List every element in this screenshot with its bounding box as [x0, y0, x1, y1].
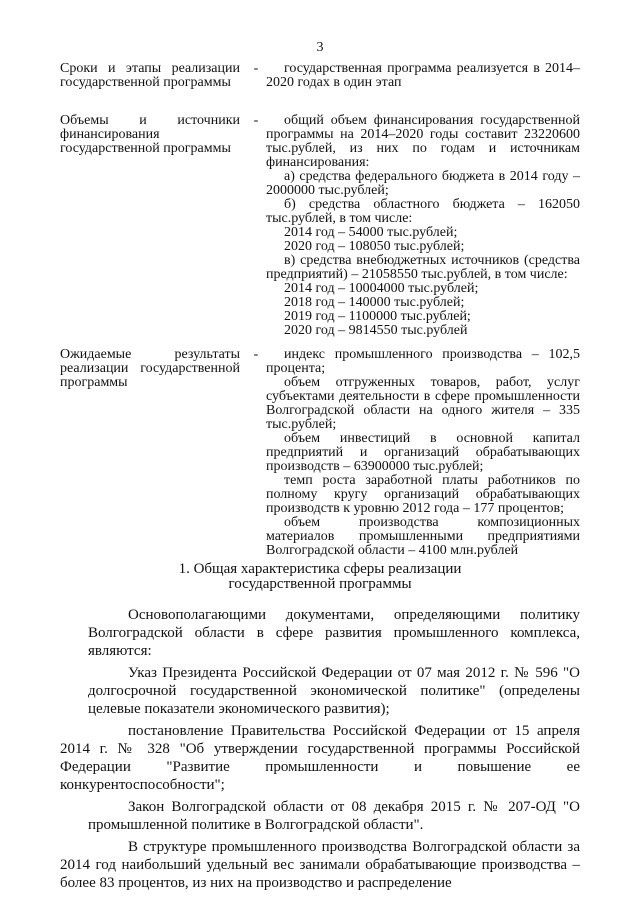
- body-text: [60, 606, 580, 896]
- passport-label: Объемы и источники финансирования государственной программы: [60, 113, 240, 156]
- passport-line: общий объем финансирования государственной программы на 2014–2020 годы составит 23220600 тыс.рублей, из них по годам и источникам финансирования:: [266, 113, 580, 170]
- passport-content: [266, 347, 580, 558]
- passport-line: индекс промышленного производства – 102,5 процента;: [266, 347, 580, 376]
- paragraph: Закон Волгоградской области от 08 декабря 2015 г. № 207-ОД "О промышленной политике в Волгоградской области".: [88, 799, 580, 833]
- passport-row-results: [60, 347, 580, 558]
- section-title-line: 1. Общая характеристика сферы реализации: [178, 561, 462, 577]
- passport-dash: -: [253, 61, 259, 76]
- passport-line: объем производства композиционных материалов промышленными предприятиями Волгоградской области – 4100 млн.рублей: [266, 515, 580, 558]
- passport-line: б) средства областного бюджета – 162050 тыс.рублей, в том числе:: [266, 197, 580, 226]
- passport-dash: -: [253, 113, 259, 128]
- passport-row-terms: [60, 62, 580, 114]
- section-title-line: государственной программы: [228, 576, 412, 592]
- program-passport-table: [60, 61, 580, 558]
- passport-line: 2014 год – 10004000 тыс.рублей;: [284, 281, 479, 296]
- paragraph: Основополагающими документами, определяющими политику Волгоградской области в сфере развития промышленного комплекса, являются:: [88, 607, 580, 659]
- passport-label: Сроки и этапы реализации государственной программы: [60, 61, 240, 90]
- paragraph: постановление Правительства Российской Федерации от 15 апреля 2014 г. № 328 "Об утверждении государственной программы Российской Федерации "Развитие промышленности и повышение ее конкурентоспособности";: [60, 723, 580, 793]
- passport-line: а) средства федерального бюджета в 2014 году – 2000000 тыс.рублей;: [266, 169, 580, 198]
- passport-line: 2014 год – 54000 тыс.рублей;: [284, 225, 458, 240]
- paragraph: В структуре промышленного производства Волгоградской области за 2014 год наибольший удельный вес занимали обрабатывающие производства – более 83 процентов, из них на производство и распределение: [60, 839, 580, 891]
- passport-content: [266, 62, 580, 114]
- passport-line: 2018 год – 140000 тыс.рублей;: [284, 295, 465, 310]
- passport-line: в) средства внебюджетных источников (средства предприятий) – 21058550 тыс.рублей, в том числе:: [266, 253, 580, 282]
- passport-line: объем инвестиций в основной капитал предприятий и организаций обрабатывающих производств – 63900000 тыс.рублей;: [266, 431, 580, 474]
- passport-dash: -: [253, 347, 259, 362]
- passport-line: темп роста заработной платы работников по полному кругу организаций обрабатывающих производств к уровню 2012 года – 177 процентов;: [266, 473, 580, 516]
- passport-line: объем отгруженных товаров, работ, услуг субъектами деятельности в сфере промышленности Волгоградской области на одного жителя – 335 тыс.рублей;: [266, 375, 580, 432]
- passport-label: Ожидаемые результаты реализации государственной программы: [60, 347, 240, 390]
- page-number: 3: [316, 40, 324, 55]
- section-title: [60, 562, 580, 592]
- passport-row-financing: [60, 114, 580, 348]
- passport-line: 2019 год – 1100000 тыс.рублей;: [284, 309, 471, 324]
- passport-line: 2020 год – 9814550 тыс.рублей: [284, 323, 468, 338]
- paragraph: Указ Президента Российской Федерации от 07 мая 2012 г. № 596 "О долгосрочной государственной экономической политике" (определены целевые показатели экономического развития);: [88, 665, 580, 717]
- passport-content: [266, 114, 580, 348]
- passport-line: государственная программа реализуется в 2014–2020 годах в один этап: [266, 61, 580, 90]
- passport-line: 2020 год – 108050 тыс.рублей;: [284, 239, 465, 254]
